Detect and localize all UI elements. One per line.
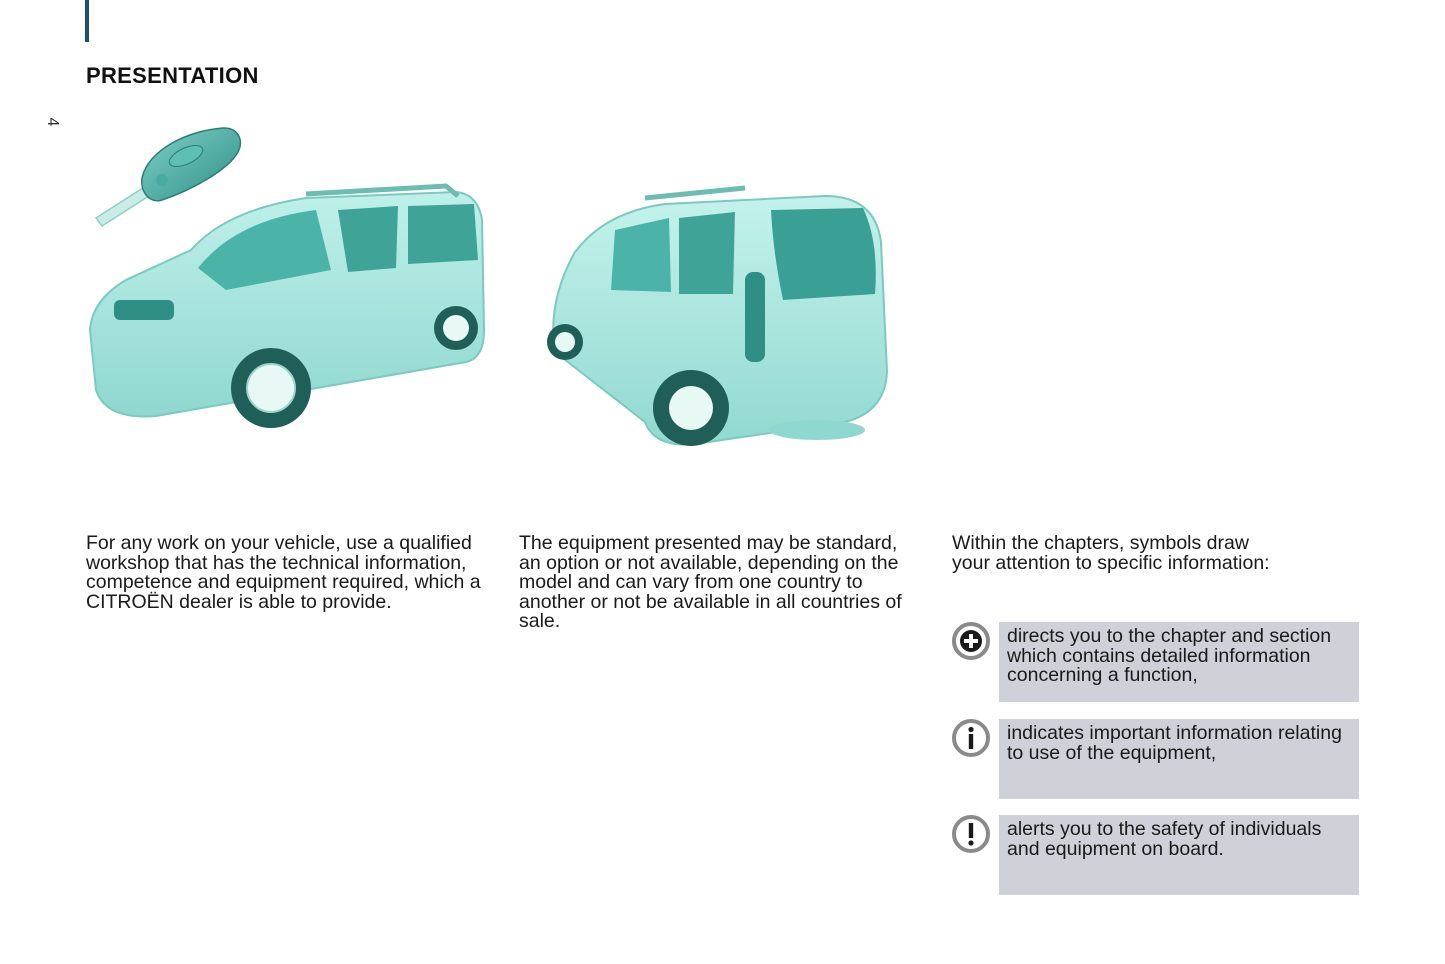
symbol-description: alerts you to the safety of individuals and equipment on board. (999, 815, 1359, 895)
symbols-intro-paragraph: Within the chapters, symbols draw your attention to specific information: (952, 532, 1270, 574)
warning-circle-icon (952, 815, 990, 853)
workshop-advice-paragraph: For any work on your vehicle, use a qualified workshop that has the technical information, competence and equipment required, which a CITROËN dealer is able to provide. (86, 532, 481, 613)
info-circle-icon (952, 719, 990, 757)
symbol-description: indicates important information relating to use of the equipment, (999, 719, 1359, 799)
vehicle-front-three-quarter (86, 180, 486, 440)
symbol-description: directs you to the chapter and section which contains detailed information concerning a function, (999, 622, 1359, 702)
vehicle-rear-three-quarter (545, 182, 895, 462)
plus-circle-icon (952, 622, 990, 660)
page-title: PRESENTATION (86, 63, 259, 88)
margin-bar (85, 0, 89, 42)
equipment-availability-paragraph: The equipment presented may be standard, an option or not available, depending on the model and can vary from one country to another or not be available in all countries of sale. (519, 532, 902, 632)
page-number: 4 (44, 117, 61, 127)
